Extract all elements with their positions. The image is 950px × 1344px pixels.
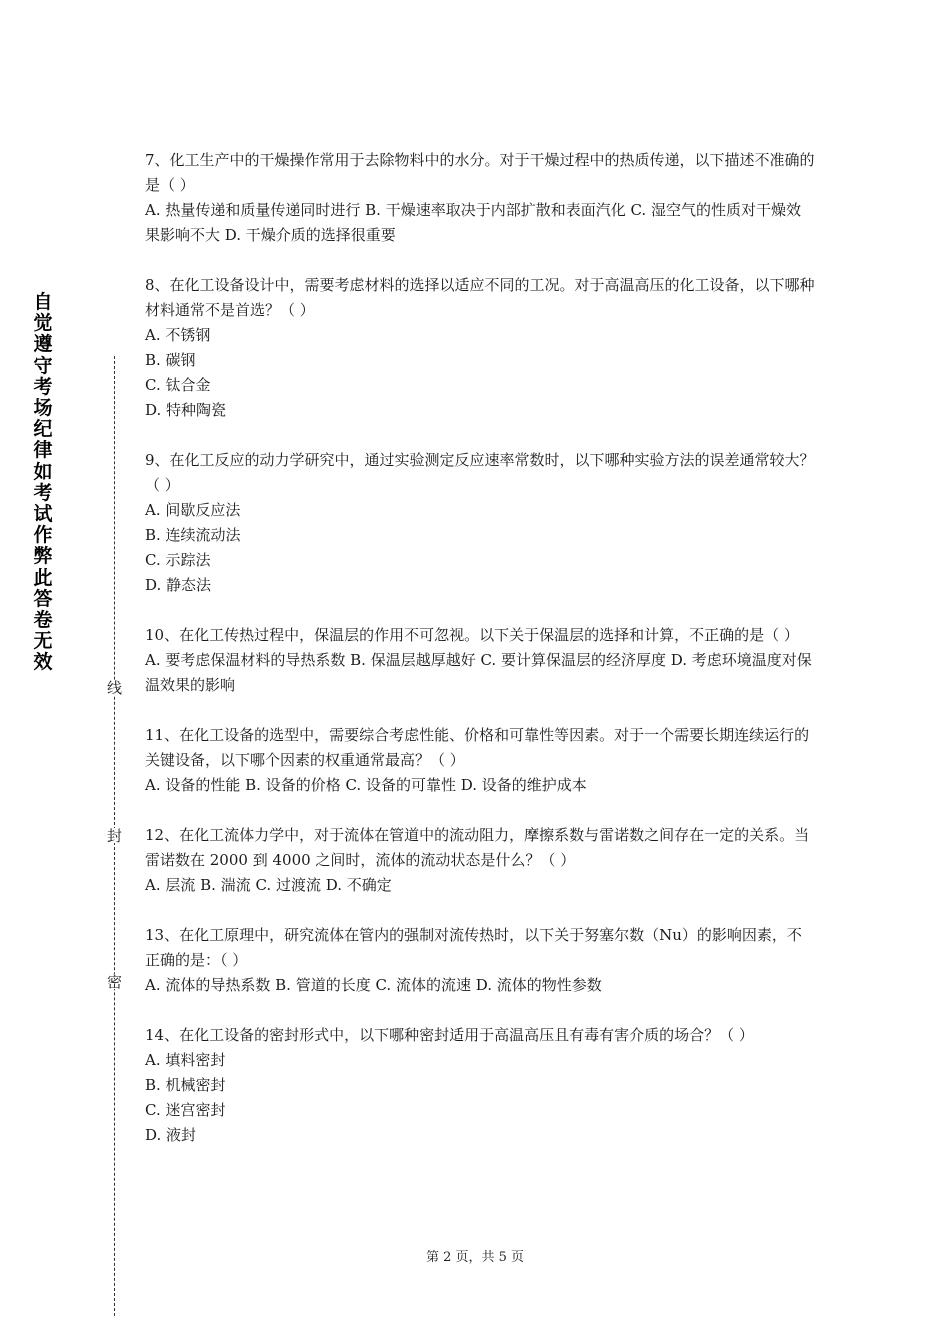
binding-mark-secret: 密 — [105, 974, 123, 989]
question-list — [145, 148, 815, 1173]
option-d: D. 液封 — [145, 1126, 197, 1144]
question-stem: 11、在化工设备的选型中，需要综合考虑性能、价格和可靠性等因素。对于一个需要长期连续运行的关键设备，以下哪个因素的权重通常最高？（ ） — [145, 726, 810, 769]
option-c: C. 钛合金 — [145, 376, 211, 394]
option-d: D. 静态法 — [145, 576, 212, 594]
question-14 — [145, 1023, 815, 1148]
option-b: B. 连续流动法 — [145, 526, 241, 544]
option-a: A. 间歇反应法 — [145, 501, 241, 519]
question-7 — [145, 148, 815, 248]
option-b: B. 机械密封 — [145, 1076, 226, 1094]
question-stem: 13、在化工原理中，研究流体在管内的强制对流传热时，以下关于努塞尔数（Nu）的影响因素，不正确的是：（ ） — [145, 926, 802, 969]
binding-mark-seal: 封 — [105, 828, 123, 843]
question-8 — [145, 273, 815, 423]
question-options: A. 层流 B. 湍流 C. 过渡流 D. 不确定 — [145, 876, 392, 894]
option-c: C. 示踪法 — [145, 551, 211, 569]
page-number: 第 2 页，共 5 页 — [425, 1250, 525, 1265]
binding-mark-line: 线 — [105, 680, 123, 695]
question-13 — [145, 923, 815, 998]
question-stem: 8、在化工设备设计中，需要考虑材料的选择以适应不同的工况。对于高温高压的化工设备，以下哪种材料通常不是首选？（ ） — [145, 276, 815, 319]
option-a: A. 填料密封 — [145, 1051, 226, 1069]
question-10 — [145, 623, 815, 698]
question-stem: 14、在化工设备的密封形式中，以下哪种密封适用于高温高压且有毒有害介质的场合？（ ） — [145, 1026, 754, 1044]
exam-discipline-notice: 自觉遵守考场纪律如考试作弊此答卷无效 — [33, 291, 53, 674]
question-11 — [145, 723, 815, 798]
question-stem: 9、在化工反应的动力学研究中，通过实验测定反应速率常数时，以下哪种实验方法的误差通常较大？（ ） — [145, 451, 815, 494]
question-options: A. 流体的导热系数 B. 管道的长度 C. 流体的流速 D. 流体的物性参数 — [145, 976, 602, 994]
option-b: B. 碳钢 — [145, 351, 196, 369]
question-options: A. 设备的性能 B. 设备的价格 C. 设备的可靠性 D. 设备的维护成本 — [145, 776, 587, 794]
question-stem: 7、化工生产中的干燥操作常用于去除物料中的水分。对于干燥过程中的热质传递，以下描述不准确的是（ ） — [145, 151, 815, 194]
option-c: C. 迷宫密封 — [145, 1101, 226, 1119]
question-12 — [145, 823, 815, 898]
question-stem: 12、在化工流体力学中，对于流体在管道中的流动阻力，摩擦系数与雷诺数之间存在一定的关系。当雷诺数在 2000 到 4000 之间时，流体的流动状态是什么？（ ） — [145, 826, 810, 869]
option-d: D. 特种陶瓷 — [145, 401, 227, 419]
question-options: A. 要考虑保温材料的导热系数 B. 保温层越厚越好 C. 要计算保温层的经济厚度 D. 考虑环境温度对保温效果的影响 — [145, 651, 812, 694]
option-a: A. 不锈钢 — [145, 326, 211, 344]
question-stem: 10、在化工传热过程中，保温层的作用不可忽视。以下关于保温层的选择和计算，不正确的是（ ） — [145, 626, 799, 644]
question-9 — [145, 448, 815, 598]
question-options: A. 热量传递和质量传递同时进行 B. 干燥速率取决于内部扩散和表面汽化 C. 湿空气的性质对干燥效果影响不大 D. 干燥介质的选择很重要 — [145, 201, 801, 244]
